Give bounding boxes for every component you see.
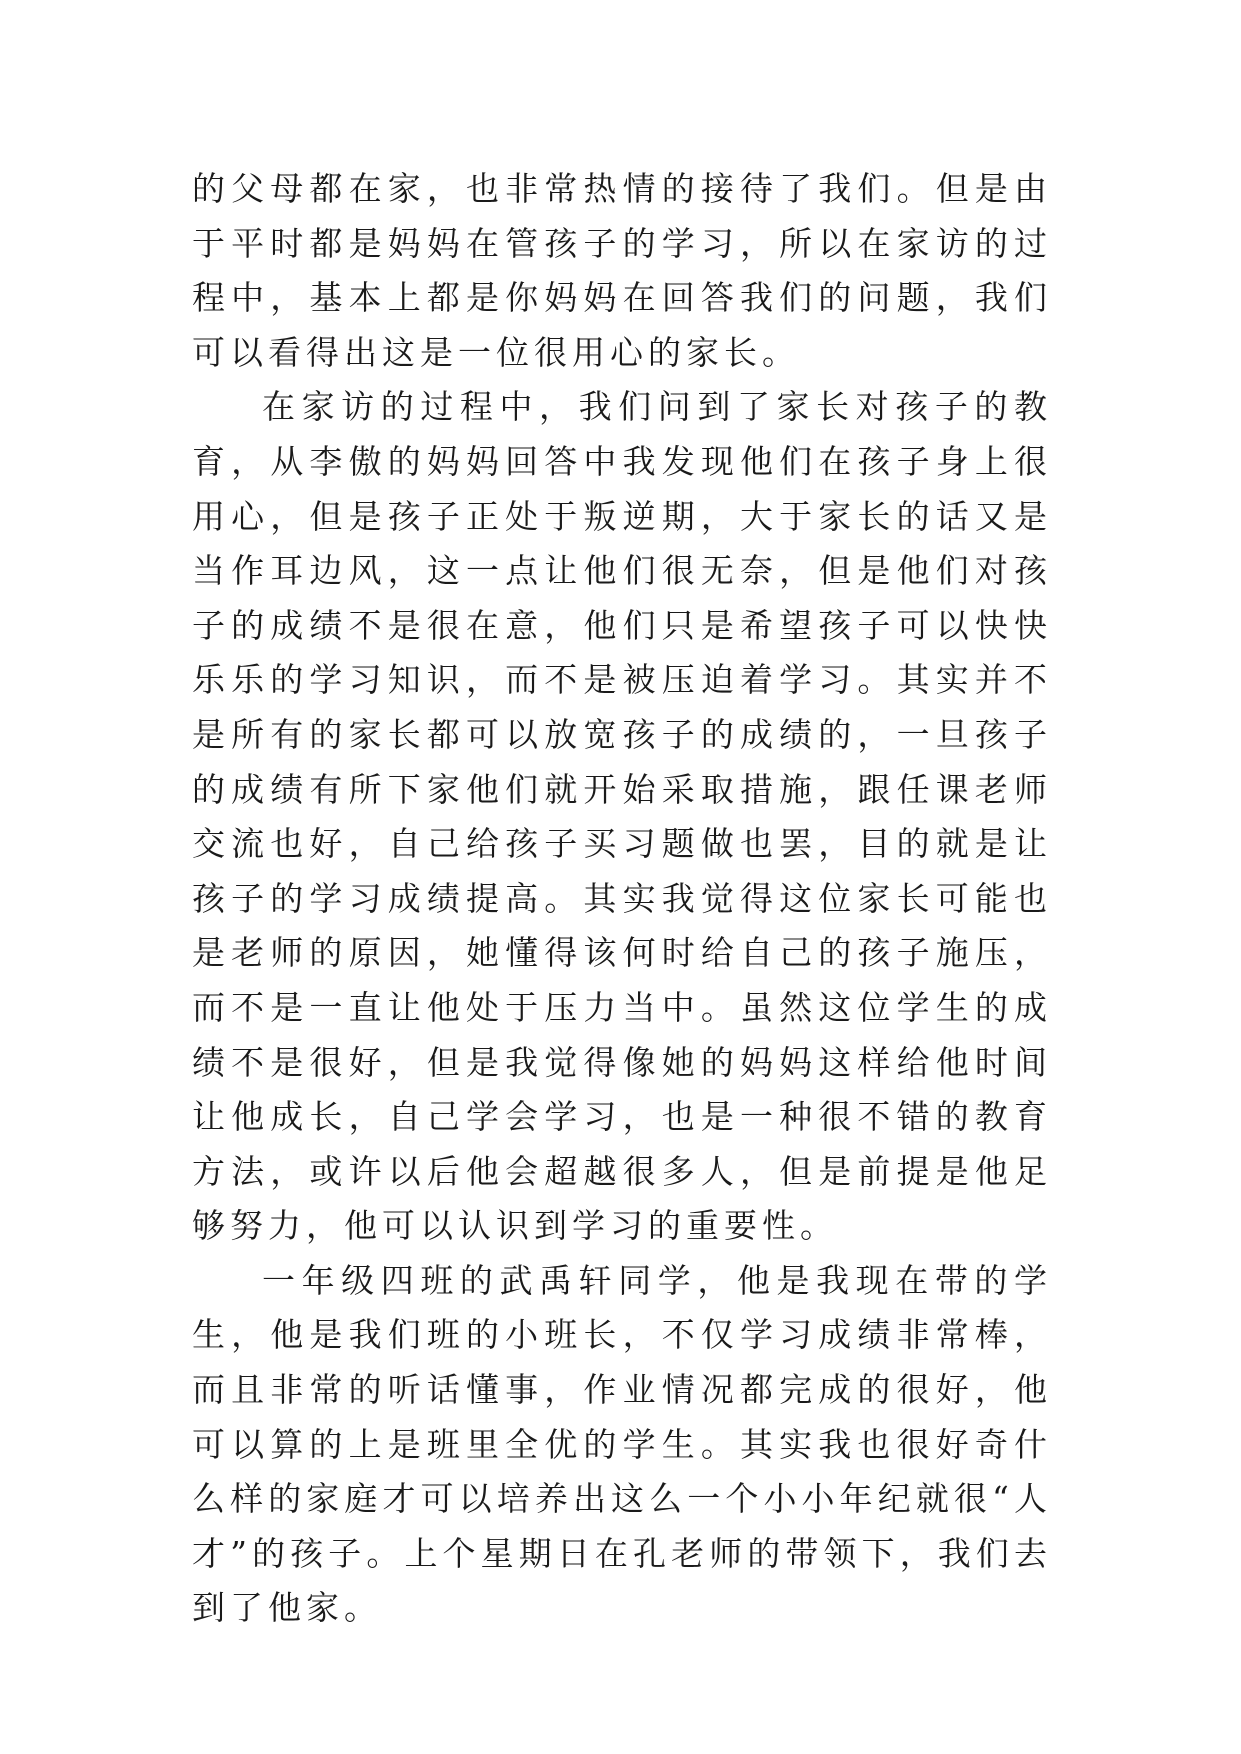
paragraph-continued: 的父母都在家，也非常热情的接待了我们。但是由于平时都是妈妈在管孩子的学习，所以在家访的过程中，基本上都是你妈妈在回答我们的问题，我们可以看得出这是一位很用心的家长。 (192, 169, 1052, 372)
paragraph-home-visit-li-ao: 在家访的过程中，我们问到了家长对孩子的教育，从李傲的妈妈回答中我发现他们在孩子身上很用心，但是孩子正处于叛逆期，大于家长的话又是当作耳边风，这一点让他们很无奈，但是他们对孩子的成绩不是很在意，他们只是希望孩子可以快快乐乐的学习知识，而不是被压迫着学习。其实并不是所有的家长都可以放宽孩子的成绩的，一旦孩子的成绩有所下家他们就开始采取措施，跟任课老师交流也好，自己给孩子买习题做也罢，目的就是让孩子的学习成绩提高。其实我觉得这位家长可能也是老师的原因，她懂得该何时给自己的孩子施压，而不是一直让他处于压力当中。虽然这位学生的成绩不是很好，但是我觉得像她的妈妈这样给他时间让他成长，自己学会学习，也是一种很不错的教育方法，或许以后他会超越很多人，但是前提是他足够努力，他可以认识到学习的重要性。 (192, 387, 1052, 1246)
body-text (192, 162, 1052, 1636)
paragraph-wu-yuxuan: 一年级四班的武禹轩同学，他是我现在带的学生，他是我们班的小班长，不仅学习成绩非常棒，而且非常的听话懂事，作业情况都完成的很好，他可以算的上是班里全优的学生。其实我也很好奇什么样的家庭才可以培养出这么一个小小年纪就很“人才”的孩子。上个星期日在孔老师的带领下，我们去到了他家。 (192, 1260, 1052, 1628)
